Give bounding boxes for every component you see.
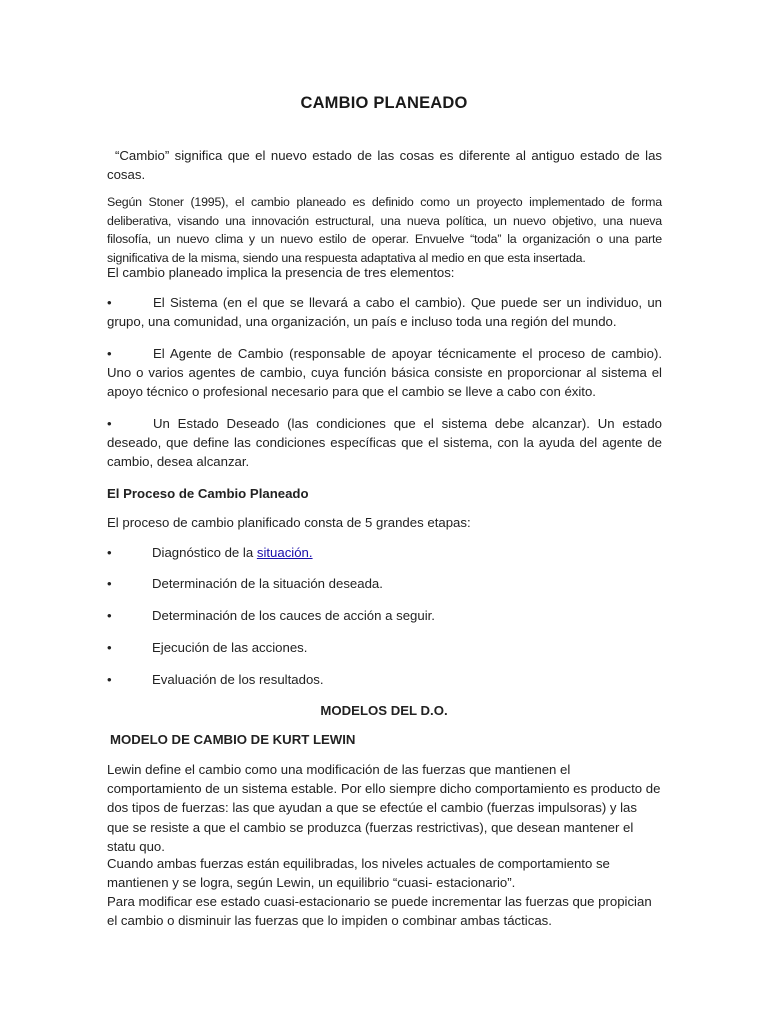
stage-item-1 [152,543,313,562]
stage-item-4: Ejecución de las acciones. [152,640,308,655]
process-intro: El proceso de cambio planificado consta de 5 grandes etapas: [107,515,471,530]
bullet-icon: • [107,416,112,431]
lewin-paragraph-2: Cuando ambas fuerzas están equilibradas, los niveles actuales de comportamiento se mantienen y se logra, según Lewin, un equilibrio “cuasi- estacionario”. [107,856,610,891]
bullet-icon: • [107,576,112,591]
bullet-icon: • [107,346,112,361]
element-text: Un Estado Deseado (las condiciones que el sistema debe alcanzar). Un estado deseado, que define las condiciones específicas que el sistema, con la ayuda del agente de cambio, desea alcanzar. [107,416,662,470]
page-title: CAMBIO PLANEADO [300,94,468,112]
lewin-heading: MODELO DE CAMBIO DE KURT LEWIN [110,732,356,747]
bullet-icon: • [107,295,112,310]
element-item-sistema [107,293,662,331]
stage-item-2: Determinación de la situación deseada. [152,576,383,591]
element-item-estado [107,414,662,472]
process-heading: El Proceso de Cambio Planeado [107,486,309,501]
stage-item-3: Determinación de los cauces de acción a seguir. [152,608,435,623]
bullet-icon: • [107,672,112,687]
models-heading: MODELOS DEL D.O. [320,703,448,718]
bullet-icon: • [107,640,112,655]
stoner-paragraph: Según Stoner (1995), el cambio planeado es definido como un proyecto implementado de forma deliberativa, visando una innovación estructural, una nueva política, un nuevo objetivo, una nueva filosofía, un nuevo clima y un nuevo estilo de operar. Envuelve “toda” la organización o una parte significativa de la misma, siendo una respuesta adaptativa al medio en que esta insertada. [107,195,662,265]
element-text: El Sistema (en el que se llevará a cabo el cambio). Que puede ser un individuo, un grupo, una comunidad, una organización, un país e incluso toda una región del mundo. [107,295,662,330]
stage-text: Diagnóstico de la [152,545,257,560]
elements-intro: El cambio planeado implica la presencia de tres elementos: [107,265,455,280]
situacion-link[interactable]: situación. [256,545,313,560]
bullet-icon: • [107,608,112,623]
bullet-icon: • [107,545,112,560]
lewin-paragraph-1: Lewin define el cambio como una modificación de las fuerzas que mantienen el comportamiento de un sistema estable. Por ello siempre dicho comportamiento es producto de dos tipos de fuerzas: las que ayudan a que se efectúe el cambio (fuerzas impulsoras) y las que se resiste a que el cambio se produzca (fuerzas restrictivas), que desean mantener el statu quo. [107,762,661,854]
element-item-agente [107,344,662,402]
element-text: El Agente de Cambio (responsable de apoyar técnicamente el proceso de cambio). Uno o varios agentes de cambio, cuya función básica consiste en proporcionar al sistema el apoyo técnico o profesional necesario para que el cambio se lleve a cabo con éxito. [107,346,662,400]
stage-item-5: Evaluación de los resultados. [152,672,324,687]
intro-paragraph: “Cambio” significa que el nuevo estado de las cosas es diferente al antiguo estado de las cosas. [107,148,662,183]
lewin-paragraph-3: Para modificar ese estado cuasi-estacionario se puede incrementar las fuerzas que propician el cambio o disminuir las fuerzas que lo impiden o combinar ambas tácticas. [107,894,652,929]
